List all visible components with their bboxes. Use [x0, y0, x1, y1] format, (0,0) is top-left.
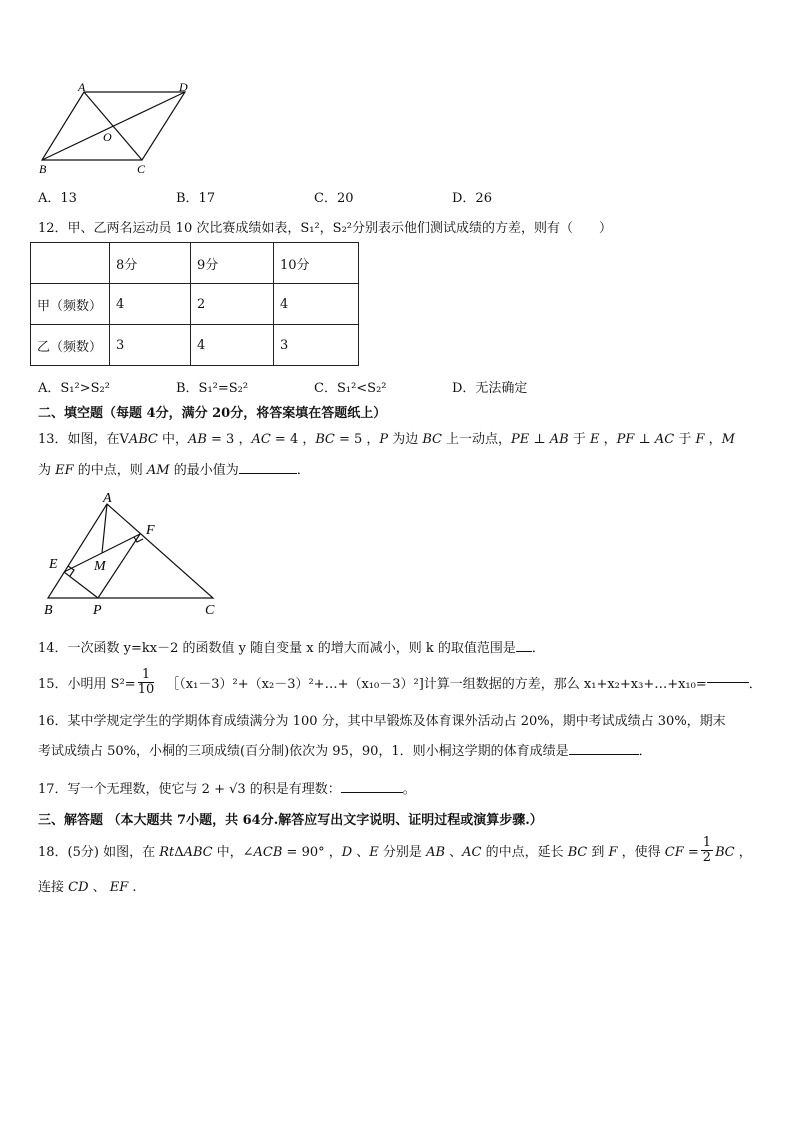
q12-option-c: C．S₁²<S₂²: [314, 381, 387, 396]
q12-question: 12．甲、乙两名运动员 10 次比赛成绩如表，S₁²，S₂²分别表示他们测试成绩的方差，则有（ ）: [38, 221, 613, 236]
table-row: [31, 284, 359, 325]
answer-blank: [341, 792, 403, 793]
q14-text: 14．一次函数 y=kx－2 的函数值 y 随自变量 x 的增大而减小，则 k 的取值范围是: [38, 641, 516, 656]
q12-option-d: D．无法确定: [452, 381, 528, 396]
table-header-cell: 10分: [274, 243, 359, 284]
q13-end: ．: [296, 463, 310, 478]
section-heading-solutions: 三、解答题 （本大题共 7小题，共 64分.解答应写出文字说明、证明过程或演算步骤.）: [38, 813, 543, 828]
vertex-label-m: M: [94, 559, 106, 574]
vertex-label-d: D: [179, 80, 188, 94]
q15-mid: ［（x₁－3）²+（x₂－3）²+…+（x₁₀－3）²]计算一组数据的方差，那么 x₁+x₂+x₃+…+x₁₀=: [166, 676, 707, 692]
table-header-cell: 8分: [110, 243, 191, 284]
table-header-row: [31, 243, 359, 284]
q18-line1-end: 𝐵𝐶 ，: [715, 844, 752, 860]
q15-pre: 15．小明用 S²=: [38, 676, 136, 692]
answer-blank: [569, 754, 639, 755]
vertex-label-f: F: [146, 523, 155, 538]
vertex-label-p: P: [93, 603, 102, 618]
vertex-label-o: O: [103, 130, 112, 144]
table-cell: 3: [110, 325, 191, 366]
vertex-label-a: A: [103, 491, 112, 506]
triangle-figure: [30, 490, 230, 620]
q11-option-d: D．26: [452, 191, 492, 206]
fraction-denominator: 2: [702, 849, 712, 865]
q16-end: ．: [638, 744, 652, 759]
q14-end: ．: [531, 641, 545, 656]
table-cell: 3: [274, 325, 359, 366]
answer-blank: [239, 473, 297, 474]
fraction-numerator: 1: [138, 668, 155, 683]
table-header-cell: [31, 243, 110, 284]
q16-text: 考试成绩占 50%，小桐的三项成绩(百分制)依次为 95，90，1．则小桐这学期的体育成绩是: [38, 744, 569, 759]
q13-line2: [38, 459, 310, 478]
vertex-label-a: A: [78, 80, 86, 94]
q17-text: 17．写一个无理数，使它与 2 + √3 的积是有理数：: [38, 782, 341, 797]
vertex-label-c: C: [137, 162, 146, 176]
q13-line1: 13．如图，在V𝐴𝐵𝐶 中，𝐴𝐵 = 3 ，𝐴𝐶 = 4 ，𝐵𝐶 = 5 ，𝑃 为边 𝐵𝐶 上一动点，𝑃𝐸 ⊥ 𝐴𝐵 于 𝐸 ，𝑃𝐹 ⊥ 𝐴𝐶 于 𝐹 ，𝑀: [38, 432, 735, 447]
table-header-cell: 9分: [191, 243, 274, 284]
table-cell: 乙（频数）: [31, 325, 110, 366]
fraction: [701, 836, 713, 865]
q12-option-b: B．S₁²=S₂²: [176, 381, 249, 396]
q11-option-b: B．17: [176, 191, 216, 206]
vertex-label-b: B: [39, 162, 47, 176]
q18-text: 18．(5分) 如图，在 𝑅𝑡Δ𝐴𝐵𝐶 中，∠𝐴𝐶𝐵 = 90° ，𝐷 、𝐸 分别是 𝐴𝐵 、𝐴𝐶 的中点，延长 𝐵𝐶 到 𝐹 ，使得 𝐶𝐹 =: [38, 844, 699, 860]
q17-end: 。: [402, 782, 416, 797]
vertex-label-c: C: [205, 603, 215, 618]
q15-question: [38, 662, 762, 702]
table-row: [31, 325, 359, 366]
fraction: [138, 668, 155, 697]
q17-question: [38, 778, 416, 797]
score-table: [30, 242, 359, 366]
q15-end: ．: [748, 676, 762, 692]
fraction-denominator: 10: [137, 681, 155, 697]
vertex-label-b: B: [44, 603, 53, 618]
q16-line2: [38, 740, 652, 759]
q16-line1: 16．某中学规定学生的学期体育成绩满分为 100 分，其中早锻炼及体育课外活动占 20%，期中考试成绩占 30%，期末: [38, 714, 726, 729]
table-cell: 4: [274, 284, 359, 325]
fraction-numerator: 1: [702, 834, 712, 850]
parallelogram-figure: [30, 78, 210, 178]
q13-text: 为 𝐸𝐹 的中点，则 𝐴𝑀 的最小值为: [38, 463, 239, 478]
q18-line1: [38, 830, 752, 870]
table-cell: 4: [110, 284, 191, 325]
table-cell: 4: [191, 325, 274, 366]
q14-question: [38, 637, 545, 656]
q12-option-a: A．S₁²>S₂²: [38, 381, 110, 396]
table-cell: 2: [191, 284, 274, 325]
section-heading-fill-in: 二、填空题（每题 4分，满分 20分，将答案填在答题纸上）: [38, 406, 387, 421]
q11-option-c: C．20: [314, 191, 354, 206]
q11-option-a: A．13: [38, 191, 77, 206]
vertex-label-e: E: [49, 557, 58, 572]
q18-line2: 连接 𝐶𝐷 、 𝐸𝐹 .: [38, 880, 137, 895]
answer-blank: [707, 682, 749, 683]
answer-blank: [516, 651, 532, 652]
table-cell: 甲（频数）: [31, 284, 110, 325]
